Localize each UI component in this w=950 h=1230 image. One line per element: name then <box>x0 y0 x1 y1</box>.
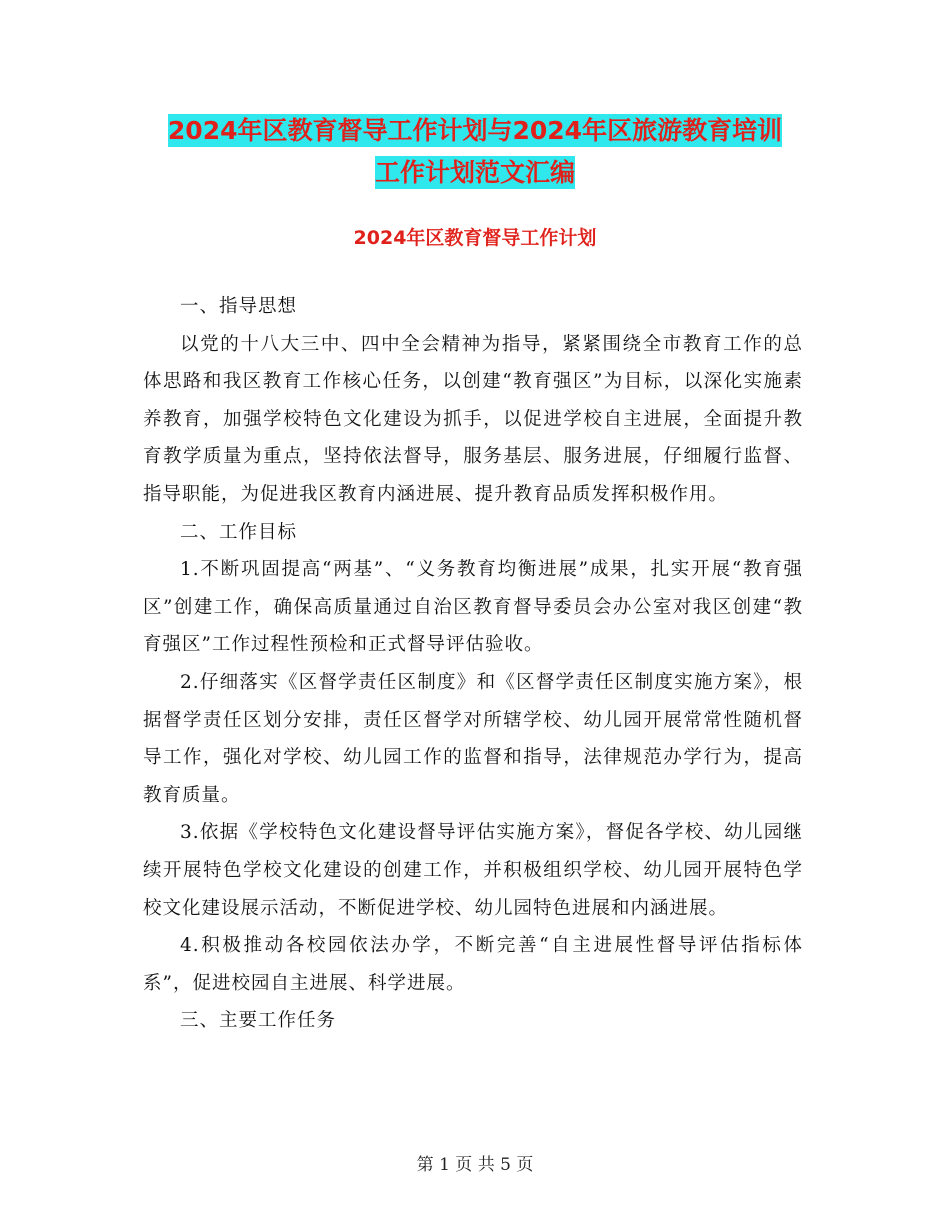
document-title-line-1: 2024年区教育督导工作计划与2024年区旅游教育培训 <box>167 116 783 145</box>
heading-work-goals: 二、工作目标 <box>180 521 298 543</box>
document-title-line-2: 工作计划范文汇编 <box>374 158 575 187</box>
heading-main-tasks: 三、主要工作任务 <box>180 1010 337 1032</box>
paragraph: 1.不断巩固提高“两基”、“义务教育均衡进展”成果，扎实开展“教育强区”创建工作，确保高质量通过自治区教育督导委员会办公室对我区创建“教育强区”工作过程性预检和正式督导评估验收。 <box>143 559 803 656</box>
heading-guiding-ideology: 一、指导思想 <box>180 296 298 317</box>
document-body <box>143 288 803 1040</box>
page-footer: 第 1 页 共 5 页 <box>416 1155 534 1175</box>
paragraph: 3.依据《学校特色文化建设督导评估实施方案》，督促各学校、幼儿园继续开展特色学校文化建设的创建工作，并积极组织学校、幼儿园开展特色学校文化建设展示活动，不断促进学校、幼儿园特色进展和内涵进展。 <box>143 822 803 919</box>
section-title: 2024年区教育督导工作计划 <box>353 227 597 249</box>
paragraph: 4.积极推动各校园依法办学，不断完善“自主进展性督导评估指标体系”，促进校园自主进展、科学进展。 <box>143 935 803 994</box>
paragraph: 以党的十八大三中、四中全会精神为指导，紧紧围绕全市教育工作的总体思路和我区教育工作核心任务，以创建“教育强区”为目标，以深化实施素养教育，加强学校特色文化建设为抓手，以促进学校自主进展，全面提升教育教学质量为重点，坚持依法督导，服务基层、服务进展，仔细履行监督、指导职能，为促进我区教育内涵进展、提升教育品质发挥积极作用。 <box>143 333 803 505</box>
paragraph: 2.仔细落实《区督学责任区制度》和《区督学责任区制度实施方案》，根据督学责任区划分安排，责任区督学对所辖学校、幼儿园开展常常性随机督导工作，强化对学校、幼儿园工作的监督和指导，法律规范办学行为，提高教育质量。 <box>143 671 803 806</box>
